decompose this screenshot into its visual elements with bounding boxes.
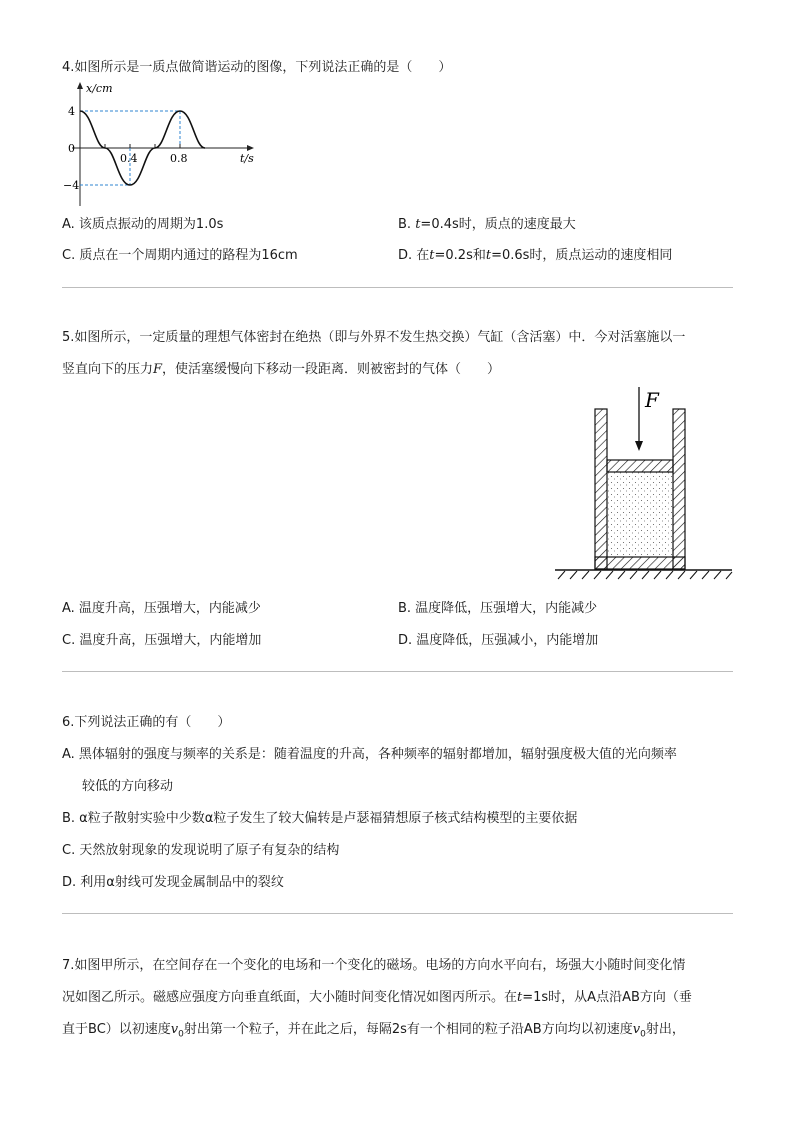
q4-y-axis-label: x/cm xyxy=(86,82,113,95)
q6-stem: 6.下列说法正确的有（ ） xyxy=(62,715,231,730)
q4-option-d[interactable] xyxy=(398,248,672,264)
q5-option-b[interactable]: B. 温度降低，压强增大，内能减少 xyxy=(398,601,598,616)
divider xyxy=(62,671,733,672)
q7-line3-v: v xyxy=(170,1022,179,1037)
q6-option-c[interactable]: C. 天然放射现象的发现说明了原子有复杂的结构 xyxy=(62,843,340,858)
q5-option-c[interactable]: C. 温度升高，压强增大，内能增加 xyxy=(62,633,262,648)
q4-x-tick-0.8: 0.8 xyxy=(170,152,188,165)
q7-line2 xyxy=(62,990,692,1006)
q4-y-tick-0: 0 xyxy=(68,142,75,155)
q6-option-d[interactable]: D. 利用α射线可发现金属制品中的裂纹 xyxy=(62,875,284,890)
q4-stem: 4.如图所示是一质点做简谐运动的图像，下列说法正确的是（ ） xyxy=(62,60,452,75)
q7-line3-prefix: 直于BC）以初速度 xyxy=(62,1022,171,1037)
q4-option-d-var2: t xyxy=(485,248,492,263)
q5-option-a[interactable]: A. 温度升高，压强增大，内能减少 xyxy=(62,601,261,616)
q7-line3-sub2: 0 xyxy=(640,1029,646,1040)
q4-option-d-text: =0.6s时，质点运动的速度相同 xyxy=(491,248,673,263)
q7-line3 xyxy=(62,1022,685,1043)
q4-x-axis-label: t/s xyxy=(240,152,254,165)
q6-option-a-continued: 较低的方向移动 xyxy=(82,779,174,794)
q7-line3-tail: 射出， xyxy=(645,1022,685,1037)
q4-option-d-prefix: D. 在 xyxy=(398,248,430,263)
q7-line1: 7.如图甲所示，在空间存在一个变化的电场和一个变化的磁场。电场的方向水平向右，场强大小随时间变化情 xyxy=(62,958,686,973)
divider xyxy=(62,287,733,288)
q7-line2-tail: =1s时，从A点沿AB方向（垂 xyxy=(522,990,692,1005)
q6-option-b[interactable]: B. α粒子散射实验中少数α粒子发生了较大偏转是卢瑟福猜想原子核式结构模型的主要依据 xyxy=(62,811,578,826)
divider xyxy=(62,913,733,914)
q6-option-a[interactable]: A. 黑体辐射的强度与频率的关系是：随着温度的升高，各种频率的辐射都增加，辐射强度极大值的光向频率 xyxy=(62,747,677,762)
q5-cylinder-figure xyxy=(550,385,736,585)
q4-option-a[interactable]: A. 该质点振动的周期为1.0s xyxy=(62,217,224,232)
q5-stem-line2-var: F xyxy=(153,362,163,377)
q4-option-d-mid: =0.2s和 xyxy=(434,248,486,263)
q7-line3-sub: 0 xyxy=(178,1029,184,1040)
q4-option-b[interactable] xyxy=(398,217,576,233)
q4-y-tick-neg4: −4 xyxy=(63,179,80,192)
q5-stem-line2-text: ，使活塞缓慢向下移动一段距离．则被密封的气体（ ） xyxy=(162,362,501,377)
q4-option-b-prefix: B. xyxy=(398,217,416,232)
q7-line2-text: 况如图乙所示。磁感应强度方向垂直纸面，大小随时间变化情况如图丙所示。在 xyxy=(62,990,518,1005)
q4-option-d-var1: t xyxy=(429,248,435,263)
q4-option-c[interactable]: C. 质点在一个周期内通过的路程为16cm xyxy=(62,248,298,263)
q5-stem-line1: 5.如图所示，一定质量的理想气体密封在绝热（即与外界不发生热交换）气缸（含活塞）中．今对活塞施以一 xyxy=(62,330,686,345)
q4-graph xyxy=(62,78,262,208)
q4-x-tick-0.4: 0.4 xyxy=(120,152,138,165)
q5-stem-line2-prefix: 竖直向下的压力 xyxy=(62,362,154,377)
q4-option-b-var: t xyxy=(415,217,421,232)
q7-line3-v2: v xyxy=(632,1022,641,1037)
q5-option-d[interactable]: D. 温度降低，压强减小，内能增加 xyxy=(398,633,599,648)
q7-line3-mid: 射出第一个粒子，并在此之后，每隔2s有一个相同的粒子沿AB方向均以初速度 xyxy=(183,1022,633,1037)
q4-option-b-text: =0.4s时，质点的速度最大 xyxy=(420,217,576,232)
q5-stem-line2 xyxy=(62,362,500,378)
q4-y-tick-4: 4 xyxy=(68,105,75,118)
q7-line2-var: t xyxy=(517,990,523,1005)
q5-force-label: F xyxy=(645,388,659,412)
